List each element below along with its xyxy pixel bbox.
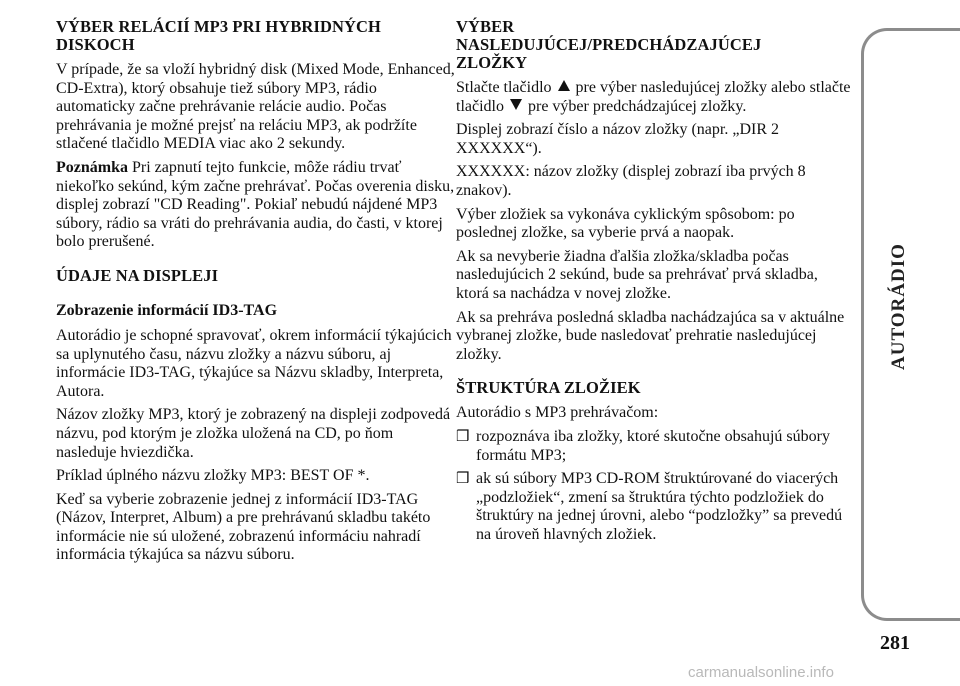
note-label: Poznámka [56,158,128,176]
heading-folder-structure: ŠTRUKTÚRA ZLOŽIEK [456,378,641,398]
sel-text-c: pre výber predchádzajúcej zložky. [527,97,747,115]
paragraph-id3-4: Keď sa vyberie zobrazenie jednej z informácií ID3-TAG (Názov, Interpret, Album) a pre prehrávanú skladbu takéto informácie nie sú uložené, zobrazenú informáciu nahradí informácia týkajúca sa názvu súboru. [56,490,431,564]
sel-text-a: Stlačte tlačidlo [456,79,552,96]
paragraph-id3-2: Názov zložky MP3, ktorý je zobrazený na displeji zodpovedá názvu, pod ktorým je zložka uložená na CD, po ňom nasleduje hviezdička. [56,406,451,461]
heading-display-data: ÚDAJE NA DISPLEJI [56,265,219,285]
heading-mp3-hybrid: VÝBER RELÁCIÍ MP3 PRI HYBRIDNÝCH DISKOCH [56,17,381,54]
arrow-up-icon [558,80,570,91]
left-column [56,18,456,570]
checkbox-bullet-icon: ❒ [456,428,470,445]
paragraph-structure: Autorádio s MP3 prehrávačom: [456,404,659,422]
paragraph-id3-1: Autorádio je schopné spravovať, okrem informácií týkajúcich sa uplynutého času, názvu zložky a názvu súboru, aj informácie ID3-TAG, týkajúce sa Názvu skladby, Interpreta, Autora. [56,326,452,400]
section-side-tab [861,28,960,621]
paragraph-sel-4: Výber zložiek sa vykonáva cyklickým spôsobom: po poslednej zložke, sa vyberie prvá a naopak. [456,205,795,242]
paragraph-sel-2: Displej zobrazí číslo a názov zložky (napr. „DIR 2 XXXXXX“). [456,121,779,157]
list-item [456,470,851,544]
list-item [456,428,851,465]
bullet-text-1: rozpoznáva iba zložky, ktoré skutočne obsahujú súbory formátu MP3; [476,427,830,464]
heading-folder-select: VÝBER NASLEDUJÚCEJ/PREDCHÁDZAJÚCEJ ZLOŽKY [456,17,762,72]
right-column [456,18,851,549]
section-label: AUTORÁDIO [888,243,909,370]
page-number: 281 [880,632,910,654]
arrow-down-icon [510,99,522,110]
paragraph-id3-3: Príklad úplného názvu zložky MP3: BEST OF *. [56,467,370,485]
paragraph-sel-3: XXXXXX: názov zložky (displej zobrazí iba prvých 8 znakov). [456,163,806,199]
heading-id3-tag: Zobrazenie informácií ID3-TAG [56,301,278,319]
checkbox-bullet-icon: ❒ [456,471,470,488]
sel-text-b: pre výber nasledujúcej zložky alebo stlačte tlačidlo [456,79,851,115]
note-text: Pri zapnutí tejto funkcie, môže rádiu trvať niekoľko sekúnd, kým začne prehrávať. Počas overenia disku, displej zobrazí "CD Reading". Pokiaľ nebudú nájdené MP3 súbory, rádio sa vráti do prehrávania audia, do časti, v ktorej bolo prerušené. [56,158,455,251]
note-paragraph [56,159,456,252]
paragraph-mp3-hybrid: V prípade, že sa vloží hybridný disk (Mixed Mode, Enhanced, CD-Extra), ktorý obsahuje tiež súbory MP3, rádio automaticky začne prehrávanie relácie audio. Počas prehrávania je možné prejsť na reláciu MP3, ak podržíte stlačené tlačidlo MEDIA viac ako 2 sekundy. [56,61,455,153]
paragraph-sel-5: Ak sa nevyberie žiadna ďalšia zložka/skladba počas nasledujúcich 2 sekúnd, bude sa prehrávať prvá skladba, ktorá sa nachádza v novej zložke. [456,247,818,302]
watermark: carmanualsonline.info [688,664,834,681]
bullet-text-2: ak sú súbory MP3 CD-ROM štruktúrované do viacerých „podzložiek“, zmení sa štruktúra týchto podzložiek do štruktúry na jednej úrovni, alebo “podzložky” sa prevedú na úroveň hlavných zložiek. [476,470,843,543]
paragraph-folder-select [456,79,851,116]
paragraph-sel-6: Ak sa prehráva posledná skladba nachádzajúca sa v aktuálne vybranej zložke, bude nasledovať prehratie nasledujúcej zložky. [456,308,845,363]
